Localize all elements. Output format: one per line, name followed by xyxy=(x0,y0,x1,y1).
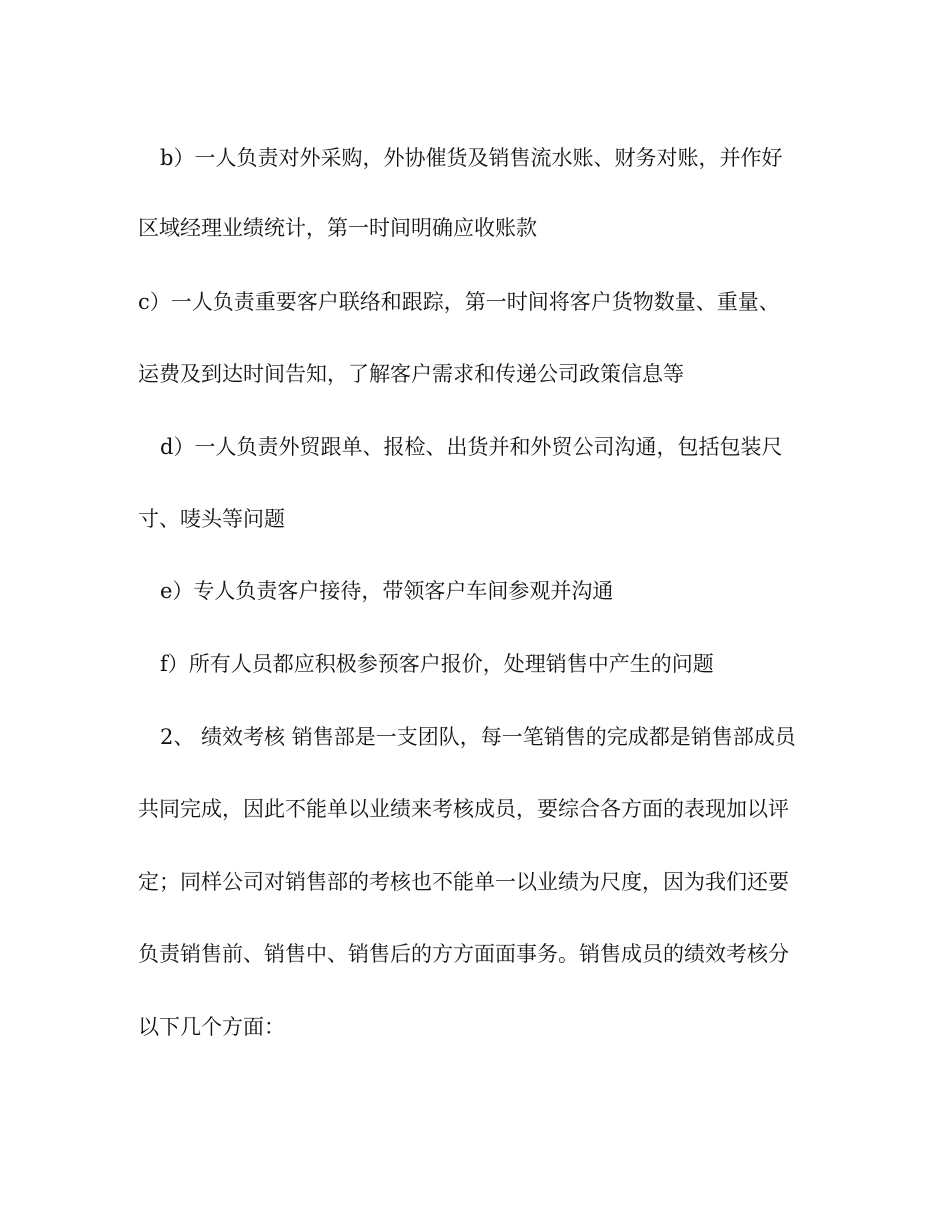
text-line-2-1: 2、 绩效考核 销售部是一支团队，每一笔销售的完成都是销售部成员 xyxy=(160,725,796,749)
text-line-d-2: 寸、唛头等问题 xyxy=(138,507,285,531)
text-line-2-4: 负责销售前、销售中、销售后的方方面面事务。销售成员的绩效考核分 xyxy=(138,942,789,966)
text-line-f: f）所有人员都应积极参预客户报价，处理销售中产生的问题 xyxy=(160,652,714,676)
text-line-c-1: c）一人负责重要客户联络和跟踪，第一时间将客户货物数量、重量、 xyxy=(138,290,780,314)
text-line-b-2: 区域经理业绩统计，第一时间明确应收账款 xyxy=(138,216,537,240)
text-line-2-3: 定；同样公司对销售部的考核也不能单一以业绩为尺度，因为我们还要 xyxy=(138,870,789,894)
text-line-2-5: 以下几个方面： xyxy=(138,1015,285,1039)
text-line-b-1: b）一人负责对外采购，外协催货及销售流水账、财务对账，并作好 xyxy=(160,146,783,170)
text-line-e: e）专人负责客户接待，带领客户车间参观并沟通 xyxy=(160,579,614,603)
text-line-c-2: 运费及到达时间告知，了解客户需求和传递公司政策信息等 xyxy=(138,362,684,386)
text-line-2-2: 共同完成，因此不能单以业绩来考核成员，要综合各方面的表现加以评 xyxy=(138,797,789,821)
text-line-d-1: d）一人负责外贸跟单、报检、出货并和外贸公司沟通，包括包装尺 xyxy=(160,435,783,459)
